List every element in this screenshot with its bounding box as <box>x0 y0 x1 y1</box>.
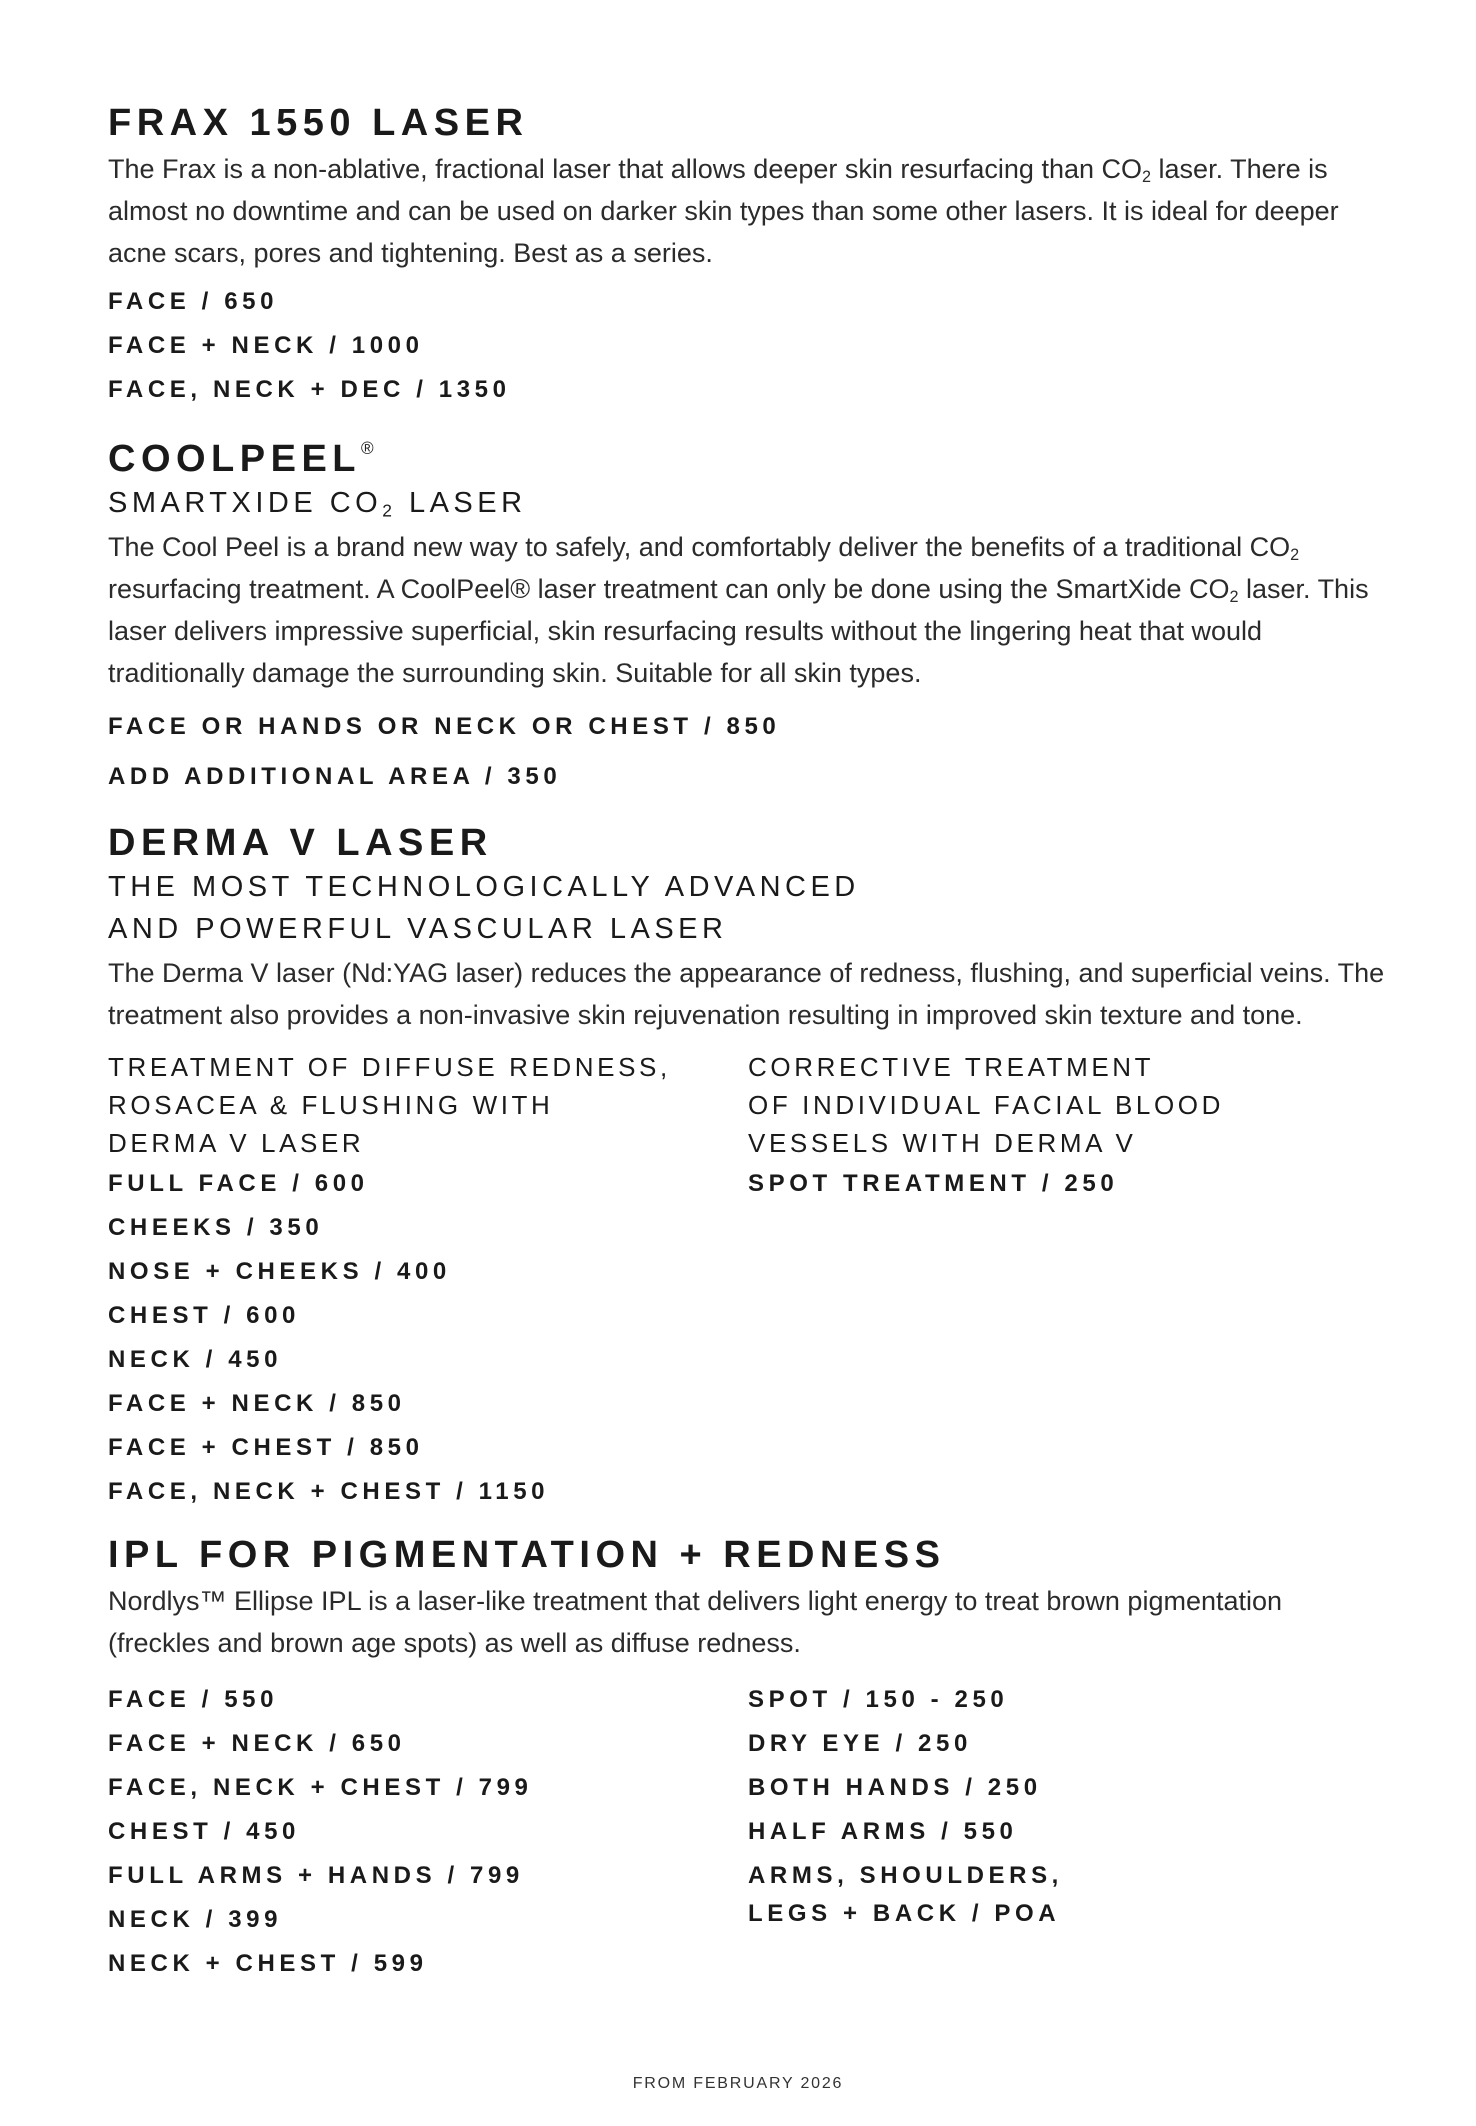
ipl-price: SPOT / 150 - 250 <box>748 1686 1009 1713</box>
ipl-title: IPL FOR PIGMENTATION + REDNESS <box>108 1534 946 1576</box>
ipl-price: LEGS + BACK / POA <box>748 1900 1061 1927</box>
dermav-price: NOSE + CHEEKS / 400 <box>108 1258 451 1285</box>
dermav-left-heading: DERMA V LASER <box>108 1128 365 1158</box>
coolpeel-price: ADD ADDITIONAL AREA / 350 <box>108 763 562 790</box>
dermav-price: CHEEKS / 350 <box>108 1214 324 1241</box>
coolpeel-section <box>108 436 1388 802</box>
ipl-price: FACE / 550 <box>108 1686 279 1713</box>
ipl-price: HALF ARMS / 550 <box>748 1818 1018 1845</box>
dermav-right-heading: VESSELS WITH DERMA V <box>748 1128 1137 1158</box>
ipl-right-column <box>748 1678 1388 1986</box>
footer-date: FROM FEBRUARY 2026 <box>632 2075 844 2092</box>
frax-title: FRAX 1550 LASER <box>108 102 529 144</box>
coolpeel-title: COOLPEEL® <box>108 438 374 480</box>
frax-price: FACE, NECK + DEC / 1350 <box>108 376 511 403</box>
dermav-left-heading: ROSACEA & FLUSHING WITH <box>108 1090 554 1120</box>
ipl-price: FULL ARMS + HANDS / 799 <box>108 1862 524 1889</box>
coolpeel-subtitle: SMARTXIDE $CO_2$ LASER <box>108 487 527 521</box>
dermav-right-heading: CORRECTIVE TREATMENT <box>748 1052 1155 1082</box>
frax-price: FACE / 650 <box>108 288 279 315</box>
dermav-right-column <box>748 1048 1388 1514</box>
coolpeel-price-list <box>108 702 1388 802</box>
dermav-price: FACE, NECK + CHEST / 1150 <box>108 1478 550 1505</box>
dermav-subtitle: AND POWERFUL VASCULAR LASER <box>108 913 728 945</box>
frax-section <box>108 100 1388 412</box>
price-list-page <box>108 100 1388 1986</box>
frax-price: FACE + NECK / 1000 <box>108 332 424 359</box>
registered-mark: ® <box>361 438 374 458</box>
frax-description: The Frax is a non-ablative, fractional laser that allows deeper skin resurfacing than $CO_2$ laser. There is almost no downtime and can be used on darker skin types than some other lasers. It is ideal for deeper acne scars, pores and tightening. Best as a series. <box>108 154 1339 268</box>
dermav-left-heading: TREATMENT OF DIFFUSE REDNESS, <box>108 1052 671 1082</box>
dermav-price: CHEST / 600 <box>108 1302 300 1329</box>
ipl-columns <box>108 1678 1388 1986</box>
dermav-price: FACE + CHEST / 850 <box>108 1434 424 1461</box>
ipl-price: FACE + NECK / 650 <box>108 1730 406 1757</box>
dermav-price: FULL FACE / 600 <box>108 1170 369 1197</box>
ipl-price: DRY EYE / 250 <box>748 1730 972 1757</box>
ipl-description: Nordlys™ Ellipse IPL is a laser-like treatment that delivers light energy to treat brown pigmentation (freckles and brown age spots) as well as diffuse redness. <box>108 1586 1283 1658</box>
coolpeel-description: The Cool Peel is a brand new way to safely, and comfortably deliver the benefits of a traditional $CO_2$ resurfacing treatment. A CoolPeel® laser treatment can only be done using the SmartXide $CO_2$ laser. This laser delivers impressive superficial, skin resurfacing results without the lingering heat that would traditionally damage the surrounding skin. Suitable for all skin types. <box>108 532 1369 688</box>
ipl-left-column <box>108 1678 748 1986</box>
ipl-price: FACE, NECK + CHEST / 799 <box>108 1774 533 1801</box>
coolpeel-price: FACE OR HANDS OR NECK OR CHEST / 850 <box>108 713 781 740</box>
dermav-section <box>108 820 1388 1514</box>
dermav-left-column <box>108 1048 748 1514</box>
ipl-price: BOTH HANDS / 250 <box>748 1774 1042 1801</box>
dermav-subtitle: THE MOST TECHNOLOGICALLY ADVANCED <box>108 871 860 903</box>
dermav-right-heading: OF INDIVIDUAL FACIAL BLOOD <box>748 1090 1224 1120</box>
ipl-price: NECK + CHEST / 599 <box>108 1950 428 1977</box>
ipl-price: CHEST / 450 <box>108 1818 300 1845</box>
dermav-title: DERMA V LASER <box>108 822 493 864</box>
dermav-description: The Derma V laser (Nd:YAG laser) reduces the appearance of redness, flushing, and superficial veins. The treatment also provides a non-invasive skin rejuvenation resulting in improved skin texture and tone. <box>108 958 1385 1030</box>
ipl-price: ARMS, SHOULDERS, <box>748 1862 1063 1889</box>
dermav-price: SPOT TREATMENT / 250 <box>748 1170 1119 1197</box>
dermav-price: FACE + NECK / 850 <box>108 1390 406 1417</box>
ipl-price: NECK / 399 <box>108 1906 283 1933</box>
dermav-columns <box>108 1048 1388 1514</box>
ipl-section <box>108 1532 1388 1986</box>
frax-price-list <box>108 280 1388 412</box>
dermav-price: NECK / 450 <box>108 1346 283 1373</box>
